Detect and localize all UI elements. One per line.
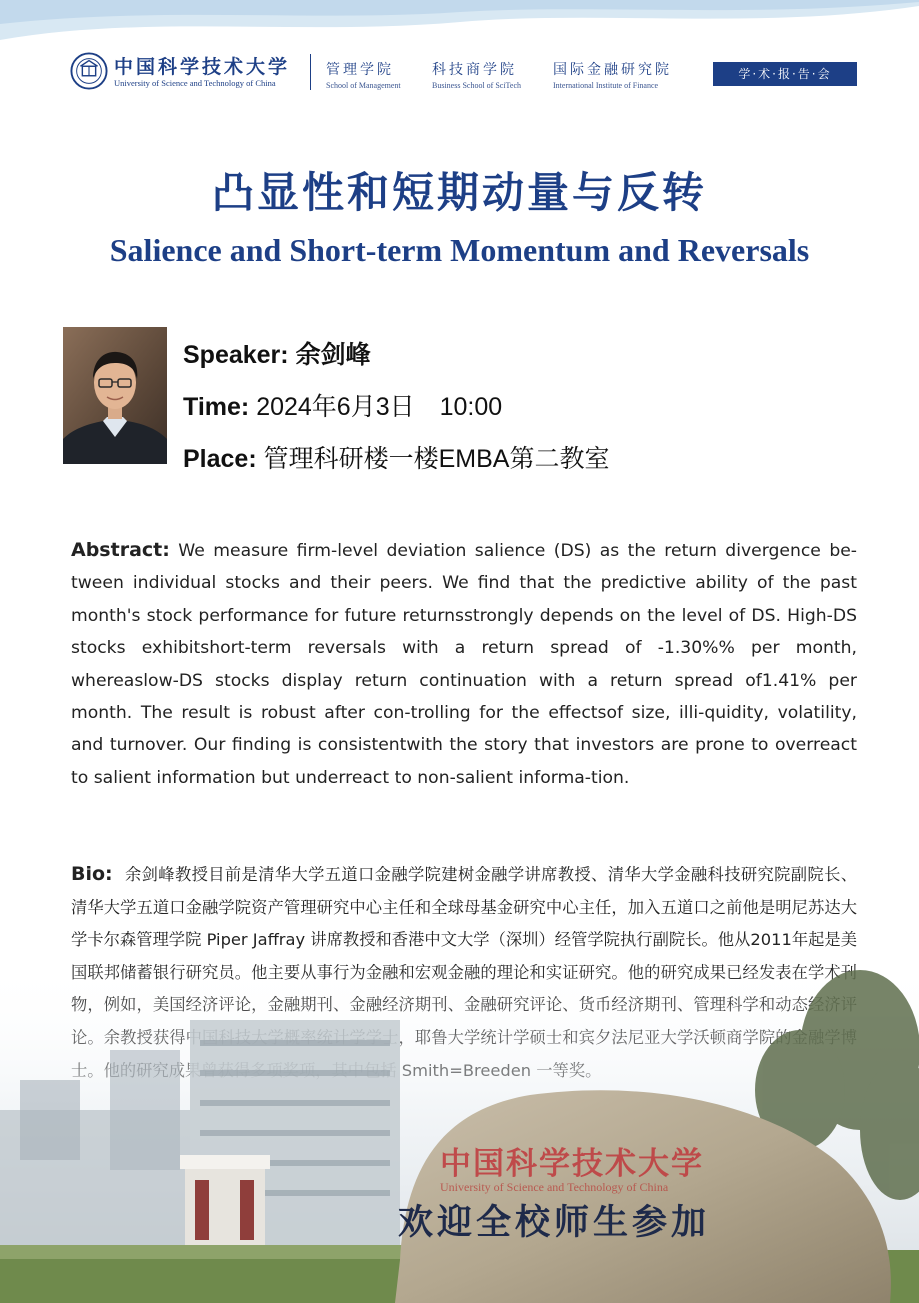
bio-text: 余剑峰教授目前是清华大学五道口金融学院建树金融学讲席教授、清华大学金融科技研究院副院长、清华大学五道口金融学院资产管理研究中心主任和全球母基金研究中心主任，加入五道口之前他是明尼苏达大学卡尔森管理学院 Piper Jaffray 讲席教授和香港中文大学（深圳）经管学院执行副院长。他从2011年起是美 xyxy=(71,865,857,950)
header-bar xyxy=(0,44,919,100)
time-label: Time: xyxy=(183,393,250,421)
title-en: Salience and Short-term Momentum and Reversals xyxy=(109,232,810,268)
bio-label: Bio: xyxy=(71,863,113,885)
lecture-badge: 学·术·报·告·会 xyxy=(713,62,857,86)
school-business-scitech: 科技商学院 Business School of SciTech xyxy=(432,62,521,90)
rock-inscription-en: University of Science and Technology of China xyxy=(440,1180,669,1194)
rock-inscription-cn: 中国科学技术大学 xyxy=(440,1146,704,1182)
school-management: 管理学院 School of Management xyxy=(326,62,401,90)
abstract-paragraph xyxy=(71,534,857,794)
time-line xyxy=(183,387,502,423)
abstract-label: Abstract: xyxy=(71,539,170,561)
speaker-name: 余剑峰 xyxy=(295,341,371,369)
title-cn: 凸显性和短期动量与反转 xyxy=(211,168,707,217)
header-divider xyxy=(310,54,311,90)
university-seal-icon xyxy=(70,52,108,90)
place-line xyxy=(183,439,609,475)
place-label: Place: xyxy=(183,445,257,473)
place-value: 管理科研楼一楼EMBA第二教室 xyxy=(263,445,610,473)
campus-scene-image xyxy=(0,960,919,1303)
speaker-label: Speaker: xyxy=(183,341,289,369)
abstract-text: We measure firm-level deviation salience (DS) as the return divergence be-tween individual stocks and their peers. We find that the predictive ability of the past month's stock performance for future returnsstrongly depends on the level of DS. High-DS stocks exhibitshort-term reversals with a return spread of -1.30%% per month, whereaslow-DS stocks display return continuation with a return spread of1.41% per month. The result is robust after con-trolling for the effectsof size, illi-quidity, volatility, and turnover. Our finding is consistentwith the story that investors are prone to overreact to salient information but underreact to non-salient informa-tion. xyxy=(71,541,858,788)
university-name-en: University of Science and Technology of China xyxy=(114,78,276,88)
university-name-cn: 中国科学技术大学 xyxy=(114,56,291,78)
time-value: 2024年6月3日 10:00 xyxy=(256,393,503,421)
school-finance-institute: 国际金融研究院 International Institute of Finance xyxy=(553,62,672,90)
welcome-message: 欢迎全校师生参加 xyxy=(398,1202,711,1243)
speaker-line xyxy=(183,335,371,371)
speaker-photo xyxy=(63,327,167,464)
